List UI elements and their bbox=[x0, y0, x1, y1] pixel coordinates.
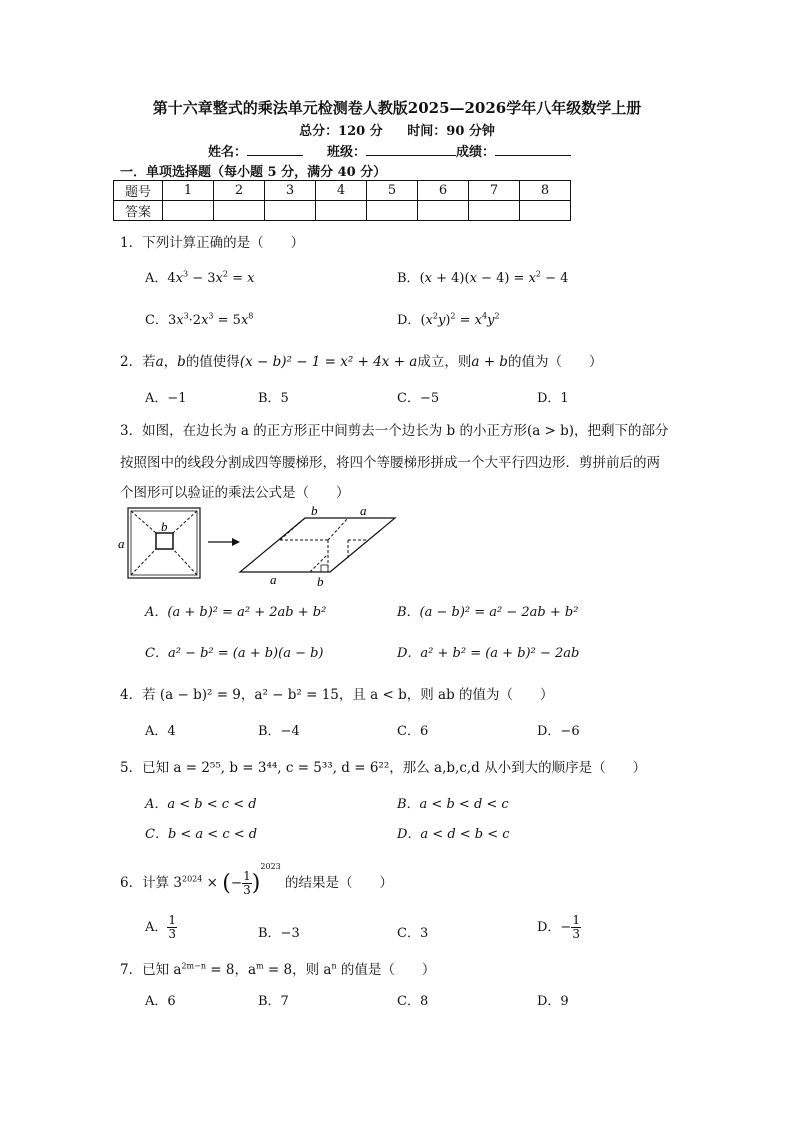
option-label: C． bbox=[145, 313, 168, 328]
table-cell: 5 bbox=[367, 181, 418, 201]
q7-text: = 8，a bbox=[205, 962, 257, 978]
q7-text: = 8，则 a bbox=[263, 962, 332, 978]
question-6-stem: 6．计算 $3^{2024}$ × (− $\frac{1}{3}$ )$^{2023}$ 的结果是（ ） bbox=[120, 862, 394, 897]
q2-text: 的值为（ ） bbox=[507, 354, 603, 370]
inner-square bbox=[156, 533, 173, 549]
exam-meta bbox=[0, 120, 794, 139]
q6-option-c: C．3 bbox=[397, 926, 429, 941]
q7-text: 7．已知 a bbox=[120, 962, 182, 978]
q1-option-b: B．$(x + 4)(x - 4) = x^2 - 4$ bbox=[397, 269, 569, 286]
class-label: 班级： bbox=[327, 145, 367, 160]
answer-cell[interactable] bbox=[265, 201, 316, 221]
q4-option-b: B．−4 bbox=[258, 724, 300, 739]
answer-cell[interactable] bbox=[316, 201, 367, 221]
q7-option-c: C．8 bbox=[397, 994, 429, 1009]
name-label: 姓名： bbox=[208, 145, 248, 160]
answer-cell[interactable] bbox=[520, 201, 571, 221]
row-label: 答案 bbox=[114, 201, 163, 221]
table-cell: 8 bbox=[520, 181, 571, 201]
dashed-line bbox=[173, 549, 197, 575]
dashed-line bbox=[131, 549, 156, 575]
arrow-icon bbox=[232, 538, 240, 546]
label-b-bottom: b bbox=[317, 574, 324, 589]
question-4-stem: 4．若 (a − b)² = 9，a² − b² = 15，且 a < b，则 ab 的值为（ ） bbox=[120, 687, 554, 703]
question-3-line-1: 3．如图，在边长为 a 的正方形正中间剪去一个边长为 b 的小正方形(a > b)，把剩下的部分 bbox=[120, 423, 669, 439]
answer-cell[interactable] bbox=[367, 201, 418, 221]
q6-exponent: 2024 bbox=[181, 874, 203, 884]
q7-exponent: m bbox=[256, 961, 264, 971]
q2-expression: (x − b)² − 1 = x² + 4x + a bbox=[239, 354, 418, 370]
q6-paren-right: ) bbox=[251, 871, 261, 896]
option-label: D． bbox=[397, 313, 421, 328]
q2-option-d: D．1 bbox=[537, 391, 569, 406]
q5-option-a: A．a < b < c < d bbox=[145, 797, 257, 812]
q7-exponent: n bbox=[331, 961, 337, 971]
answer-cell[interactable] bbox=[214, 201, 265, 221]
q2-var-b: b bbox=[177, 354, 186, 370]
page-title: 第十六章整式的乘法单元检测卷人教版2025—2026学年八年级数学上册 bbox=[152, 99, 642, 117]
q3-option-d: D．a² + b² = (a + b)² − 2ab bbox=[397, 646, 580, 661]
q2-text: 2．若 bbox=[120, 354, 156, 370]
dashed-line bbox=[131, 511, 156, 533]
table-row bbox=[114, 201, 571, 221]
label-a-bottom: a bbox=[270, 572, 277, 587]
q7-option-b: B．7 bbox=[258, 994, 289, 1009]
name-field[interactable] bbox=[247, 143, 303, 156]
question-1-stem: 1．下列计算正确的是（ ） bbox=[120, 235, 305, 251]
student-info bbox=[208, 141, 595, 160]
option-label: B． bbox=[397, 271, 420, 286]
q2-text: ， bbox=[163, 354, 178, 370]
class-field[interactable] bbox=[366, 143, 456, 156]
answer-cell[interactable] bbox=[163, 201, 214, 221]
label-a-left: a bbox=[118, 536, 125, 551]
q4-option-d: D．−6 bbox=[537, 724, 580, 739]
label-a-top: a bbox=[360, 503, 367, 518]
q6-denominator: 3 bbox=[243, 883, 251, 897]
q6-exponent: 2023 bbox=[260, 862, 281, 871]
q5-option-c: C．b < a < c < d bbox=[145, 827, 258, 842]
score-field[interactable] bbox=[495, 143, 571, 156]
q7-text: 的值是（ ） bbox=[336, 962, 436, 978]
score-label: 成绩： bbox=[456, 145, 496, 160]
option-label: D．− bbox=[537, 920, 572, 935]
q5-option-b: B．a < b < d < c bbox=[397, 797, 509, 812]
question-5-stem: 5．已知 a = 2⁵⁵, b = 3⁴⁴, c = 5³³, d = 6²²，那么 a,b,c,d 从小到大的顺序是（ ） bbox=[120, 760, 647, 776]
table-cell: 3 bbox=[265, 181, 316, 201]
table-cell: 7 bbox=[469, 181, 520, 201]
q2-text: 成立，则 bbox=[417, 354, 472, 370]
answer-cell[interactable] bbox=[418, 201, 469, 221]
q3-figure bbox=[110, 500, 410, 590]
row-label: 题号 bbox=[114, 181, 163, 201]
section-heading: 一．单项选择题（每小题 5 分，满分 40 分） bbox=[120, 165, 387, 180]
q2-target: a + b bbox=[471, 354, 508, 370]
q6-paren-left: ( bbox=[222, 871, 231, 896]
q4-option-a: A．4 bbox=[145, 724, 176, 739]
q7-option-d: D．9 bbox=[537, 994, 569, 1009]
q6-text: 的结果是（ ） bbox=[285, 875, 394, 891]
q2-text: 的值使得 bbox=[185, 354, 240, 370]
q7-exponent: 2m−n bbox=[181, 961, 206, 971]
table-cell: 4 bbox=[316, 181, 367, 201]
q4-option-c: C．6 bbox=[397, 724, 429, 739]
answer-cell[interactable] bbox=[469, 201, 520, 221]
q3-option-a: A．(a + b)² = a² + 2ab + b² bbox=[145, 605, 327, 620]
q1-option-c: C．$3x^3\cdot 2x^3 = 5x^8$ bbox=[145, 311, 254, 328]
q3-option-b: B．(a − b)² = a² − 2ab + b² bbox=[397, 605, 579, 620]
question-2-stem bbox=[120, 350, 602, 370]
q2-var-a: a bbox=[155, 354, 164, 370]
label-b-small: b bbox=[161, 519, 168, 534]
q6-option-b: B．−3 bbox=[258, 926, 300, 941]
label-b-top: b bbox=[311, 503, 318, 518]
table-cell: 1 bbox=[163, 181, 214, 201]
q2-option-b: B．5 bbox=[258, 391, 289, 406]
q2-option-a: A．−1 bbox=[145, 391, 187, 406]
q6-times: × bbox=[206, 875, 218, 891]
q6-option-d: D．− $\frac{1}{3}$ bbox=[537, 913, 580, 941]
q3-option-c: C．a² − b² = (a + b)(a − b) bbox=[145, 646, 324, 661]
q2-option-c: C．−5 bbox=[397, 391, 440, 406]
q6-option-a: A． $\frac{1}{3}$ bbox=[145, 913, 177, 941]
question-3-line-2: 按照图中的线段分割成四等腰梯形，将四个等腰梯形拼成一个大平行四边形．剪拼前后的两 bbox=[120, 455, 660, 471]
answer-table bbox=[113, 180, 571, 221]
dashed-line bbox=[173, 511, 197, 533]
dashed-line bbox=[310, 554, 328, 572]
question-7-stem bbox=[120, 958, 435, 978]
q5-option-d: D．a < d < b < c bbox=[397, 827, 510, 842]
question-3-line-3: 个图形可以验证的乘法公式是（ ） bbox=[120, 485, 350, 501]
option-label: A． bbox=[145, 920, 168, 935]
table-cell: 6 bbox=[418, 181, 469, 201]
dashed-line bbox=[328, 518, 348, 540]
q1-option-a: A．$4x^3 - 3x^2 = x$ bbox=[145, 269, 255, 286]
table-row bbox=[114, 181, 571, 201]
right-angle-mark bbox=[321, 565, 328, 572]
exam-time: 时间：90 分钟 bbox=[407, 124, 495, 139]
option-label: A． bbox=[145, 271, 168, 286]
table-cell: 2 bbox=[214, 181, 265, 201]
q6-text: 6．计算 3 bbox=[120, 875, 182, 891]
total-score: 总分：120 分 bbox=[299, 124, 383, 139]
q1-option-d: D．$(x^2y)^2 = x^4y^2$ bbox=[397, 311, 500, 328]
q7-option-a: A．6 bbox=[145, 994, 176, 1009]
q6-numerator: 1 bbox=[243, 869, 251, 883]
q6-fraction bbox=[242, 870, 252, 897]
